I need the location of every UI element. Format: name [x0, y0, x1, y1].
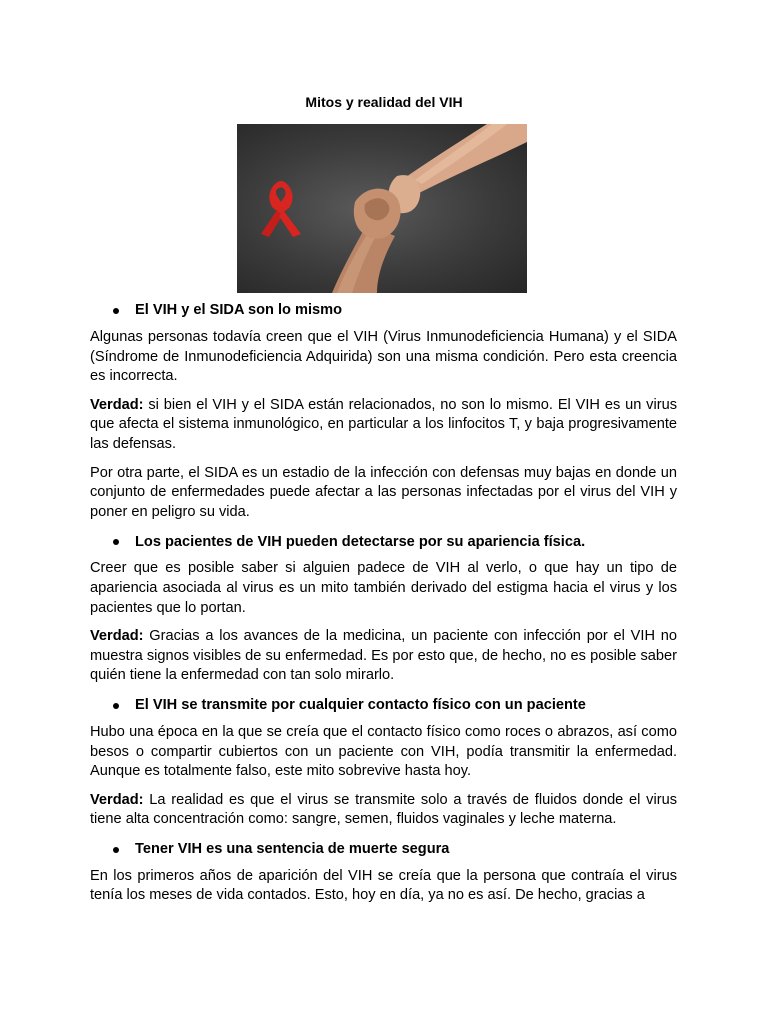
section-heading-2: Los pacientes de VIH pueden detectarse por su apariencia física. [90, 531, 677, 553]
myth-paragraph-2: Creer que es posible saber si alguien padece de VIH al verlo, o que hay un tipo de apariencia asociada al virus es un mito también derivado del estigma hacia el virus y los pacientes que lo portan. [90, 560, 677, 616]
section-heading-1: El VIH y el SIDA son lo mismo [90, 300, 677, 322]
bullet-dot [113, 703, 119, 709]
bullet-dot [113, 847, 119, 853]
photo-illustration [237, 124, 527, 293]
document-title: Mitos y realidad del VIH [305, 94, 463, 110]
truth-paragraph-2: Verdad: Gracias a los avances de la medicina, un paciente con infección por el VIH no muestra signos visibles de su enfermedad. Es por esto que, de hecho, no es posible saber quién tiene la enfermedad con tan solo mirarlo. [90, 628, 677, 684]
truth-label: Verdad: [90, 396, 144, 413]
truth-label: Verdad: [90, 628, 144, 645]
myth-paragraph-4: En los primeros años de aparición del VIH se creía que la persona que contraía el virus tenía los meses de vida contados. Esto, hoy en día, ya no es así. De hecho, gracias a [90, 867, 677, 904]
document-body [90, 300, 677, 915]
bullet-dot [113, 308, 119, 314]
section-heading-3: El VIH se transmite por cualquier contacto físico con un paciente [90, 695, 677, 717]
myth-paragraph-1: Algunas personas todavía creen que el VIH (Virus Inmunodeficiencia Humana) y el SIDA (Síndrome de Inmunodeficiencia Adquirida) son una misma condición. Pero esta creencia es incorrecta. [90, 329, 677, 385]
bullet-dot [113, 539, 119, 545]
truth-paragraph-3: Verdad: La realidad es que el virus se transmite solo a través de fluidos donde el virus tiene alta concentración como: sangre, semen, fluidos vaginales y leche materna. [90, 791, 677, 828]
truth-label: Verdad: [90, 791, 144, 808]
truth-paragraph-1: Verdad: si bien el VIH y el SIDA están relacionados, no son lo mismo. El VIH es un virus que afecta el sistema inmunológico, en particular a los linfocitos T, y baja progresivamente las defensas. [90, 396, 677, 452]
myth-paragraph-3: Hubo una época en la que se creía que el contacto físico como roces o abrazos, así como besos o compartir cubiertos con un paciente con VIH, podía transmitir la enfermedad. Aunque es totalmente falso, este mito sobrevive hasta hoy. [90, 723, 677, 780]
section-heading-4: Tener VIH es una sentencia de muerte segura [90, 839, 677, 861]
extra-paragraph-1: Por otra parte, el SIDA es un estadio de la infección con defensas muy bajas en donde un conjunto de enfermedades puede afectar a las personas infectadas por el virus del VIH y poner en peligro su vida. [90, 464, 677, 520]
hands-ribbon-photo [237, 124, 527, 293]
